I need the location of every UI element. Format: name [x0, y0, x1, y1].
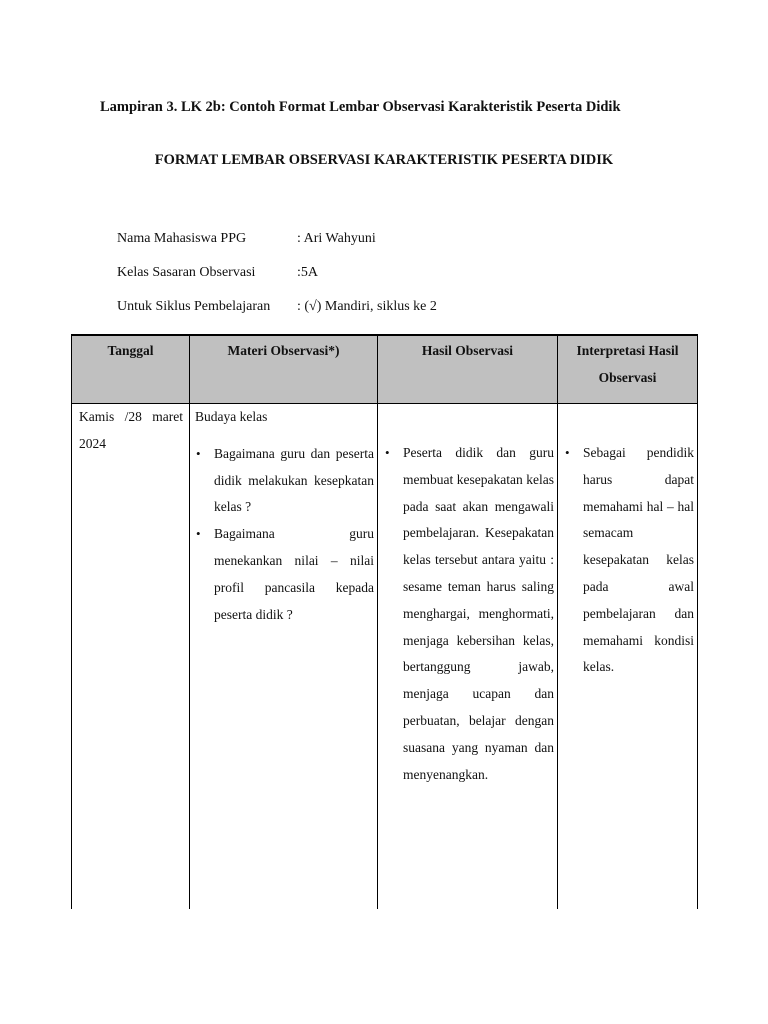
hasil-list — [384, 440, 554, 788]
document-title: FORMAT LEMBAR OBSERVASI KARAKTERISTIK PESERTA DIDIK — [154, 152, 614, 168]
list-item: • Peserta didik dan guru membuat kesepakatan kelas pada saat akan mengawali pembelajaran. Kesepakatan kelas tersebut antara yaitu : sesame teman harus saling menghargai, menghormati, menjaga kebersihan kelas, bertanggung jawab, menjaga ucapan dan perbuatan, belajar dengan suasana yang nyaman dan menyenangkan. — [384, 440, 554, 788]
materi-title: Budaya kelas — [195, 409, 268, 424]
list-item: • Bagaimana guru menekankan nilai – nilai profil pancasila kepada peserta didik ? — [195, 521, 374, 628]
cell-interpretasi — [558, 404, 698, 910]
table-row — [72, 404, 698, 910]
cell-materi — [190, 404, 378, 910]
info-value-siklus: : (√) Mandiri, siklus ke 2 — [297, 299, 437, 314]
header-tanggal: Tanggal — [72, 335, 190, 404]
cell-tanggal — [72, 404, 190, 910]
info-label-nama: Nama Mahasiswa PPG — [117, 231, 247, 246]
list-item: • Bagaimana guru dan peserta didik melakukan kesepkatan kelas ? — [195, 441, 374, 521]
list-item: • Sebagai pendidik harus dapat memahami hal – hal semacam kesepakatan kelas pada awal pembelajaran dan memahami kondisi kelas. — [564, 440, 694, 681]
info-value-nama: : Ari Wahyuni — [297, 231, 376, 246]
document-heading: Lampiran 3. LK 2b: Contoh Format Lembar Observasi Karakteristik Peserta Didik — [100, 99, 621, 115]
info-label-siklus: Untuk Siklus Pembelajaran — [117, 299, 271, 314]
tanggal-text: Kamis /28 maret 2024 — [79, 409, 183, 451]
table-header-row — [72, 335, 698, 404]
materi-list — [195, 441, 374, 629]
header-interpretasi-hasil: Interpretasi Hasil Observasi — [558, 335, 698, 404]
cell-hasil — [378, 404, 558, 910]
info-value-kelas: :5A — [297, 265, 318, 280]
header-hasil-observasi: Hasil Observasi — [378, 335, 558, 404]
interpretasi-list — [564, 440, 694, 681]
info-label-kelas: Kelas Sasaran Observasi — [117, 265, 256, 280]
observation-table — [71, 334, 698, 909]
header-materi-observasi: Materi Observasi*) — [190, 335, 378, 404]
